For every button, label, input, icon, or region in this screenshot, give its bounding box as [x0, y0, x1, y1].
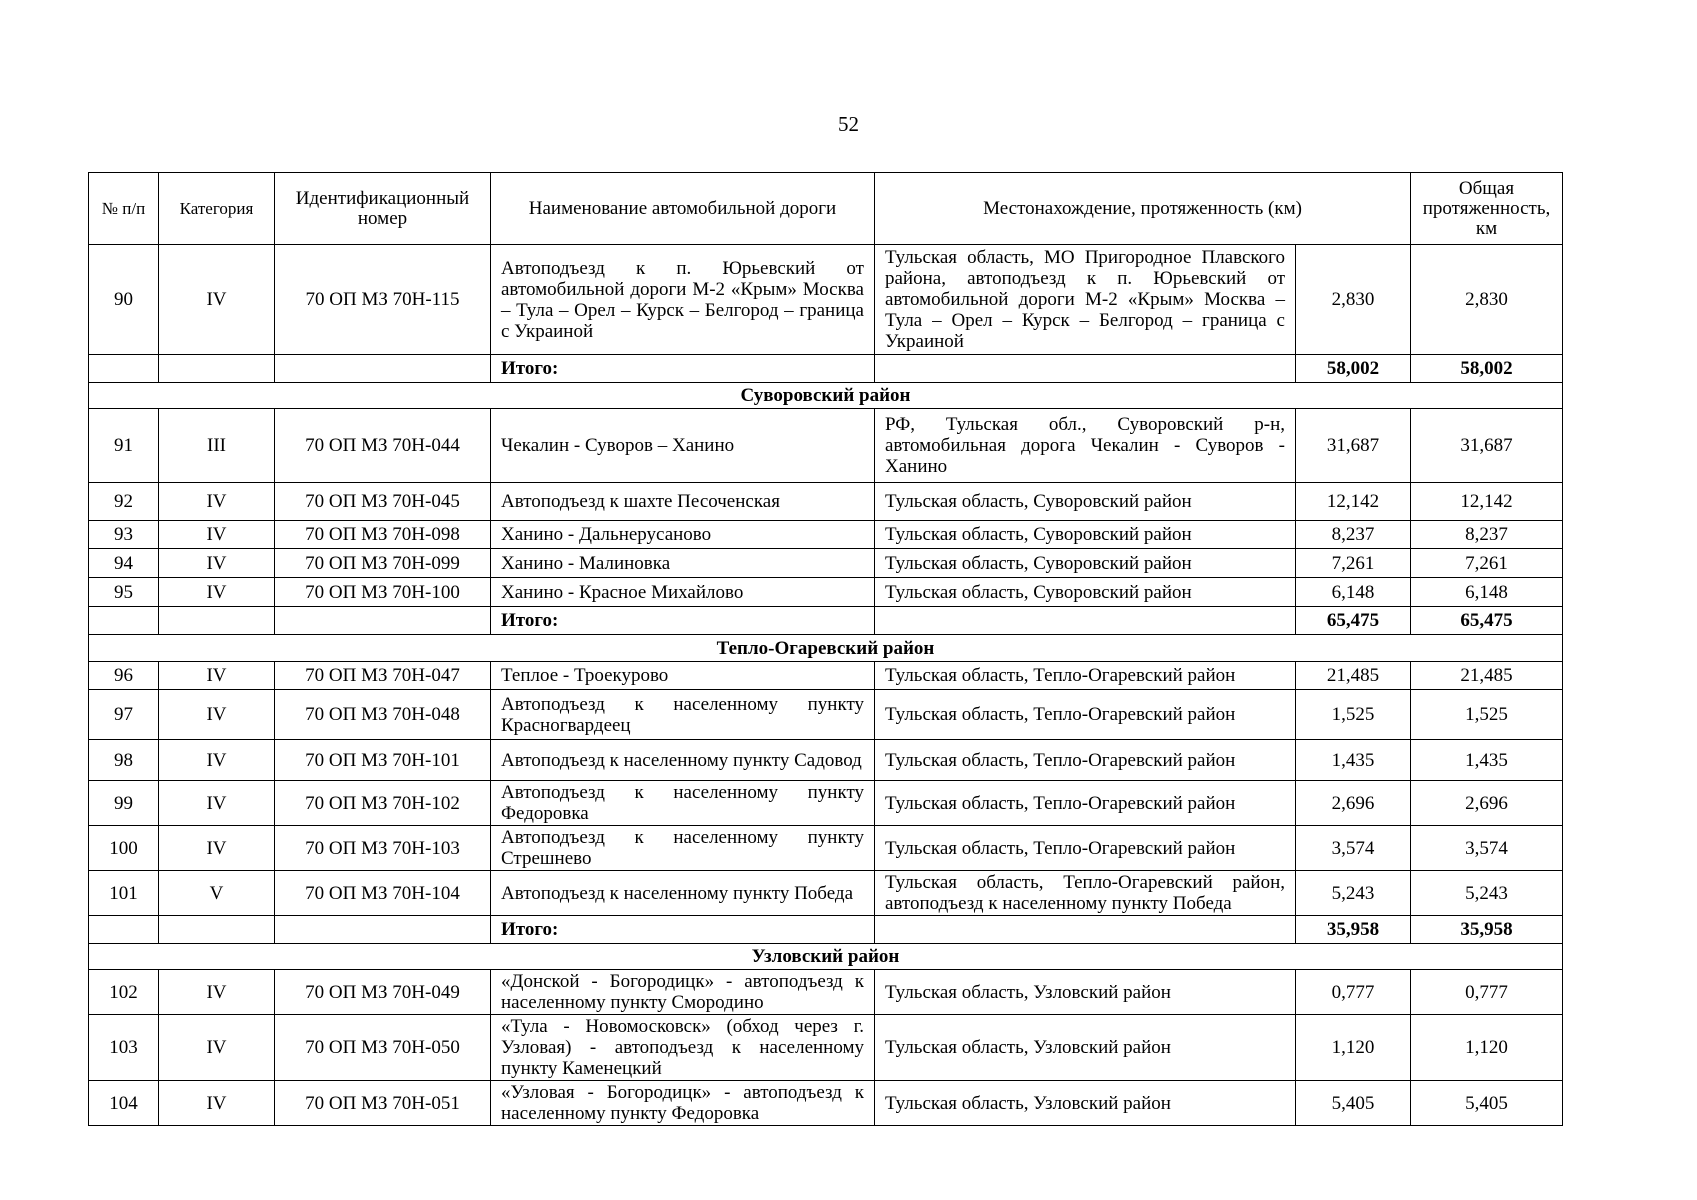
row-id-number: 70 ОП МЗ 70Н-115 — [275, 245, 491, 355]
table-row — [89, 245, 1563, 355]
row-road-name: Чекалин - Суворов – Ханино — [491, 409, 875, 483]
subtotal-empty — [159, 355, 275, 383]
table-row — [89, 1081, 1563, 1126]
subtotal-row — [89, 355, 1563, 383]
row-length: 0,777 — [1296, 970, 1411, 1015]
row-length: 2,696 — [1296, 781, 1411, 826]
row-category: IV — [159, 578, 275, 607]
district-header-row — [89, 944, 1563, 970]
subtotal-empty — [89, 916, 159, 944]
row-road-name: Автоподъезд к населенному пункту Победа — [491, 871, 875, 916]
district-name: Суворовский район — [89, 383, 1563, 409]
row-location: Тульская область, Узловский район — [875, 1081, 1296, 1126]
table-row — [89, 690, 1563, 740]
row-number: 97 — [89, 690, 159, 740]
row-location: Тульская область, Тепло-Огаревский район — [875, 740, 1296, 781]
row-category: IV — [159, 549, 275, 578]
header-id: Идентификационный номер — [275, 173, 491, 245]
row-total-length: 3,574 — [1411, 826, 1563, 871]
subtotal-empty — [89, 607, 159, 635]
table-row — [89, 740, 1563, 781]
table-row — [89, 781, 1563, 826]
row-total-length: 7,261 — [1411, 549, 1563, 578]
row-location: Тульская область, МО Пригородное Плавского района, автоподъезд к п. Юрьевский от автомобильной дороги М-2 «Крым» Москва – Тула – Орел – Курск – Белгород – граница с Украиной — [875, 245, 1296, 355]
row-location: Тульская область, Узловский район — [875, 970, 1296, 1015]
row-length: 1,525 — [1296, 690, 1411, 740]
header-location: Местонахождение, протяженность (км) — [875, 173, 1411, 245]
row-category: IV — [159, 521, 275, 549]
row-number: 99 — [89, 781, 159, 826]
row-number: 94 — [89, 549, 159, 578]
row-road-name: Теплое - Троекурово — [491, 662, 875, 690]
row-total-length: 31,687 — [1411, 409, 1563, 483]
table-row — [89, 483, 1563, 521]
row-location: Тульская область, Тепло-Огаревский район — [875, 781, 1296, 826]
roads-table — [88, 172, 1563, 1126]
header-category: Категория — [159, 173, 275, 245]
row-total-length: 8,237 — [1411, 521, 1563, 549]
subtotal-total-length: 65,475 — [1411, 607, 1563, 635]
subtotal-empty — [875, 916, 1296, 944]
row-id-number: 70 ОП МЗ 70Н-104 — [275, 871, 491, 916]
subtotal-label: Итого: — [491, 916, 875, 944]
header-name: Наименование автомобильной дороги — [491, 173, 875, 245]
row-category: III — [159, 409, 275, 483]
row-road-name: «Узловая - Богородицк» - автоподъезд к населенному пункту Федоровка — [491, 1081, 875, 1126]
row-road-name: Автоподъезд к населенному пункту Красногвардеец — [491, 690, 875, 740]
subtotal-empty — [275, 355, 491, 383]
row-total-length: 5,405 — [1411, 1081, 1563, 1126]
district-header-row — [89, 383, 1563, 409]
row-road-name: Автоподъезд к п. Юрьевский от автомобильной дороги М-2 «Крым» Москва – Тула – Орел – Курск – Белгород – граница с Украиной — [491, 245, 875, 355]
row-road-name: Автоподъезд к населенному пункту Садовод — [491, 740, 875, 781]
row-total-length: 21,485 — [1411, 662, 1563, 690]
row-total-length: 1,120 — [1411, 1015, 1563, 1081]
row-total-length: 1,435 — [1411, 740, 1563, 781]
district-header-row — [89, 635, 1563, 662]
row-location: Тульская область, Суворовский район — [875, 578, 1296, 607]
row-id-number: 70 ОП МЗ 70Н-099 — [275, 549, 491, 578]
subtotal-row — [89, 607, 1563, 635]
row-number: 95 — [89, 578, 159, 607]
row-id-number: 70 ОП МЗ 70Н-100 — [275, 578, 491, 607]
row-number: 96 — [89, 662, 159, 690]
subtotal-empty — [159, 916, 275, 944]
row-number: 90 — [89, 245, 159, 355]
row-category: IV — [159, 781, 275, 826]
row-location: Тульская область, Тепло-Огаревский район — [875, 662, 1296, 690]
row-length: 8,237 — [1296, 521, 1411, 549]
table-row — [89, 409, 1563, 483]
row-category: V — [159, 871, 275, 916]
row-road-name: Автоподъезд к населенному пункту Стрешнево — [491, 826, 875, 871]
row-road-name: Автоподъезд к населенному пункту Федоровка — [491, 781, 875, 826]
subtotal-empty — [275, 916, 491, 944]
row-total-length: 5,243 — [1411, 871, 1563, 916]
row-number: 100 — [89, 826, 159, 871]
row-road-name: Автоподъезд к шахте Песоченская — [491, 483, 875, 521]
row-category: IV — [159, 740, 275, 781]
row-category: IV — [159, 970, 275, 1015]
row-id-number: 70 ОП МЗ 70Н-103 — [275, 826, 491, 871]
row-length: 31,687 — [1296, 409, 1411, 483]
row-id-number: 70 ОП МЗ 70Н-050 — [275, 1015, 491, 1081]
row-category: IV — [159, 662, 275, 690]
table-header-row — [89, 173, 1563, 245]
row-category: IV — [159, 245, 275, 355]
subtotal-row — [89, 916, 1563, 944]
table-row — [89, 578, 1563, 607]
row-number: 104 — [89, 1081, 159, 1126]
row-length: 1,435 — [1296, 740, 1411, 781]
row-id-number: 70 ОП МЗ 70Н-047 — [275, 662, 491, 690]
row-total-length: 12,142 — [1411, 483, 1563, 521]
row-id-number: 70 ОП МЗ 70Н-045 — [275, 483, 491, 521]
row-id-number: 70 ОП МЗ 70Н-098 — [275, 521, 491, 549]
row-location: Тульская область, Узловский район — [875, 1015, 1296, 1081]
row-location: Тульская область, Суворовский район — [875, 521, 1296, 549]
row-length: 2,830 — [1296, 245, 1411, 355]
subtotal-empty — [159, 607, 275, 635]
district-name: Тепло-Огаревский район — [89, 635, 1563, 662]
row-location: Тульская область, Суворовский район — [875, 483, 1296, 521]
subtotal-empty — [875, 607, 1296, 635]
subtotal-label: Итого: — [491, 355, 875, 383]
subtotal-total-length: 58,002 — [1411, 355, 1563, 383]
table-row — [89, 871, 1563, 916]
row-number: 103 — [89, 1015, 159, 1081]
subtotal-total-length: 35,958 — [1411, 916, 1563, 944]
row-id-number: 70 ОП МЗ 70Н-101 — [275, 740, 491, 781]
row-number: 91 — [89, 409, 159, 483]
row-length: 5,405 — [1296, 1081, 1411, 1126]
row-road-name: Ханино - Красное Михайлово — [491, 578, 875, 607]
table-row — [89, 826, 1563, 871]
row-total-length: 2,830 — [1411, 245, 1563, 355]
subtotal-length: 58,002 — [1296, 355, 1411, 383]
page-number: 52 — [838, 112, 859, 136]
row-category: IV — [159, 826, 275, 871]
row-location: РФ, Тульская обл., Суворовский р-н, автомобильная дорога Чекалин - Суворов - Ханино — [875, 409, 1296, 483]
table-row — [89, 970, 1563, 1015]
row-total-length: 1,525 — [1411, 690, 1563, 740]
row-length: 21,485 — [1296, 662, 1411, 690]
row-location: Тульская область, Суворовский район — [875, 549, 1296, 578]
row-road-name: «Тула - Новомосковск» (обход через г. Узловая) - автоподъезд к населенному пункту Каменецкий — [491, 1015, 875, 1081]
row-category: IV — [159, 1081, 275, 1126]
row-number: 102 — [89, 970, 159, 1015]
subtotal-length: 35,958 — [1296, 916, 1411, 944]
header-total: Общая протяженность, км — [1411, 173, 1563, 245]
row-length: 1,120 — [1296, 1015, 1411, 1081]
row-length: 12,142 — [1296, 483, 1411, 521]
row-number: 93 — [89, 521, 159, 549]
subtotal-empty — [875, 355, 1296, 383]
row-total-length: 0,777 — [1411, 970, 1563, 1015]
row-category: IV — [159, 690, 275, 740]
row-location: Тульская область, Тепло-Огаревский район — [875, 826, 1296, 871]
row-location: Тульская область, Тепло-Огаревский район, автоподъезд к населенному пункту Победа — [875, 871, 1296, 916]
row-number: 98 — [89, 740, 159, 781]
district-name: Узловский район — [89, 944, 1563, 970]
row-location: Тульская область, Тепло-Огаревский район — [875, 690, 1296, 740]
row-id-number: 70 ОП МЗ 70Н-048 — [275, 690, 491, 740]
row-total-length: 2,696 — [1411, 781, 1563, 826]
row-length: 5,243 — [1296, 871, 1411, 916]
subtotal-empty — [89, 355, 159, 383]
row-id-number: 70 ОП МЗ 70Н-044 — [275, 409, 491, 483]
row-number: 101 — [89, 871, 159, 916]
row-id-number: 70 ОП МЗ 70Н-051 — [275, 1081, 491, 1126]
row-road-name: «Донской - Богородицк» - автоподъезд к населенному пункту Смородино — [491, 970, 875, 1015]
table-row — [89, 521, 1563, 549]
row-length: 7,261 — [1296, 549, 1411, 578]
subtotal-label: Итого: — [491, 607, 875, 635]
row-id-number: 70 ОП МЗ 70Н-049 — [275, 970, 491, 1015]
table-row — [89, 1015, 1563, 1081]
row-total-length: 6,148 — [1411, 578, 1563, 607]
row-length: 3,574 — [1296, 826, 1411, 871]
subtotal-length: 65,475 — [1296, 607, 1411, 635]
row-length: 6,148 — [1296, 578, 1411, 607]
row-road-name: Ханино - Малиновка — [491, 549, 875, 578]
subtotal-empty — [275, 607, 491, 635]
row-id-number: 70 ОП МЗ 70Н-102 — [275, 781, 491, 826]
table-row — [89, 549, 1563, 578]
row-category: IV — [159, 483, 275, 521]
row-category: IV — [159, 1015, 275, 1081]
header-num: № п/п — [89, 173, 159, 245]
table-row — [89, 662, 1563, 690]
row-number: 92 — [89, 483, 159, 521]
row-road-name: Ханино - Дальнерусаново — [491, 521, 875, 549]
